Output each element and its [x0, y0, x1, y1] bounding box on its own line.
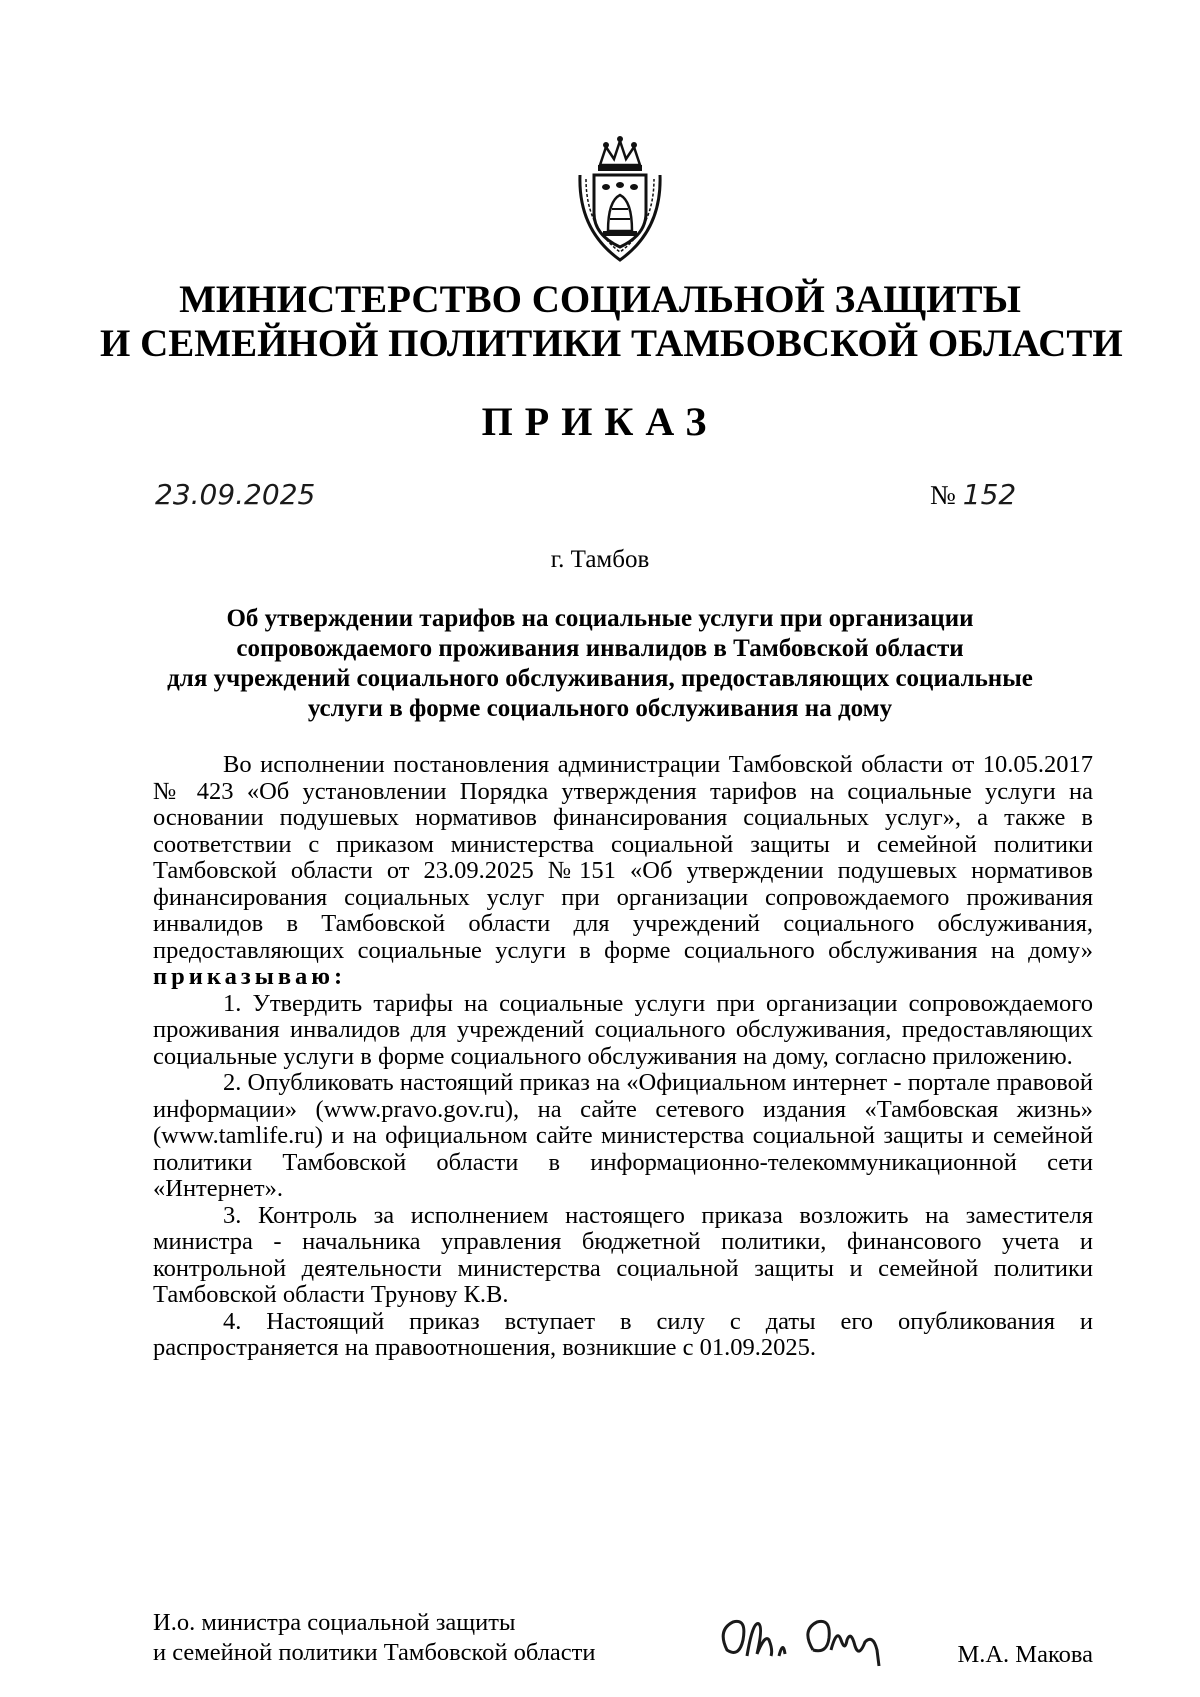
order-item-3: 3. Контроль за исполнением настоящего приказа возложить на заместителя министра - начальника управления бюджетной политики, финансового учета и контрольной деятельности министерства социальной защиты и семейной политики Тамбовской области Трунову К.В.: [153, 1201, 1093, 1308]
handwritten-signature-icon: [713, 1610, 903, 1672]
coat-of-arms-icon: [570, 135, 670, 265]
ministry-name-line2: И СЕМЕЙНОЙ ПОЛИТИКИ ТАМБОВСКОЙ ОБЛАСТИ: [100, 322, 1123, 365]
order-item-4: 4. Настоящий приказ вступает в силу с даты его опубликования и распространяется на правоотношения, возникшие с 01.09.2025.: [153, 1307, 1093, 1361]
order-item-2: 2. Опубликовать настоящий приказ на «Официальном интернет - портале правовой информации» (www.pravo.gov.ru), на сайте сетевого издания «Тамбовская жизнь» (www.tamlife.ru) и на официальном сайте министерства социальной защиты и семейной политики Тамбовской области в информационно-телекоммуникационной сети «Интернет».: [153, 1069, 1093, 1202]
city: г. Тамбов: [550, 546, 650, 573]
order-body: [153, 752, 1093, 1362]
signatory-name: М.А. Макова: [957, 1641, 1093, 1668]
signatory-title-line2: и семейной политики Тамбовской области: [153, 1639, 596, 1666]
ministry-name-line1: МИНИСТЕРСТВО СОЦИАЛЬНОЙ ЗАЩИТЫ: [179, 278, 1021, 321]
order-item-1: 1. Утвердить тарифы на социальные услуги при организации сопровождаемого проживания инвалидов для учреждений социального обслуживания, предоставляющих социальные услуги в форме социального обслуживания на дому, согласно приложению.: [153, 989, 1093, 1070]
preamble-paragraph: [153, 752, 1093, 991]
order-word: приказываю:: [153, 963, 347, 990]
preamble-text: Во исполнении постановления администрации Тамбовской области от 10.05.2017 № 423 «Об установлении Порядка утверждения тарифов на социальные услуги на основании подушевых нормативов финансирования социальных услуг», а также в соответствии с приказом министерства социальной защиты и семейной политики Тамбовской области от 23.09.2025 №151 «Об утверждении подушевых нормативов финансирования социальных услуг при организации сопровождаемого проживания инвалидов в Тамбовской области для учреждений социального обслуживания, предоставляющих социальные услуги в форме социального обслуживания на дому»: [153, 751, 1093, 964]
subject-line3: для учреждений социального обслуживания, предоставляющих социальные: [167, 665, 1033, 692]
subject-line2: сопровождаемого проживания инвалидов в Тамбовской области: [236, 635, 964, 662]
ministry-name: [100, 278, 1123, 366]
signatory-title: [153, 1608, 596, 1668]
order-date: 23.09.2025: [155, 478, 316, 511]
document-type: ПРИКАЗ: [481, 399, 719, 444]
order-number-value: 152: [962, 478, 1017, 511]
signatory-title-line1: И.о. министра социальной защиты: [153, 1609, 516, 1636]
subject-line4: услуги в форме социального обслуживания на дому: [307, 695, 893, 722]
signature-block: [153, 1608, 1093, 1678]
subject-line1: Об утверждении тарифов на социальные услуги при организации: [226, 605, 974, 632]
order-number-label: №: [930, 480, 956, 510]
order-number: [930, 478, 1016, 512]
order-subject: [110, 604, 1090, 724]
